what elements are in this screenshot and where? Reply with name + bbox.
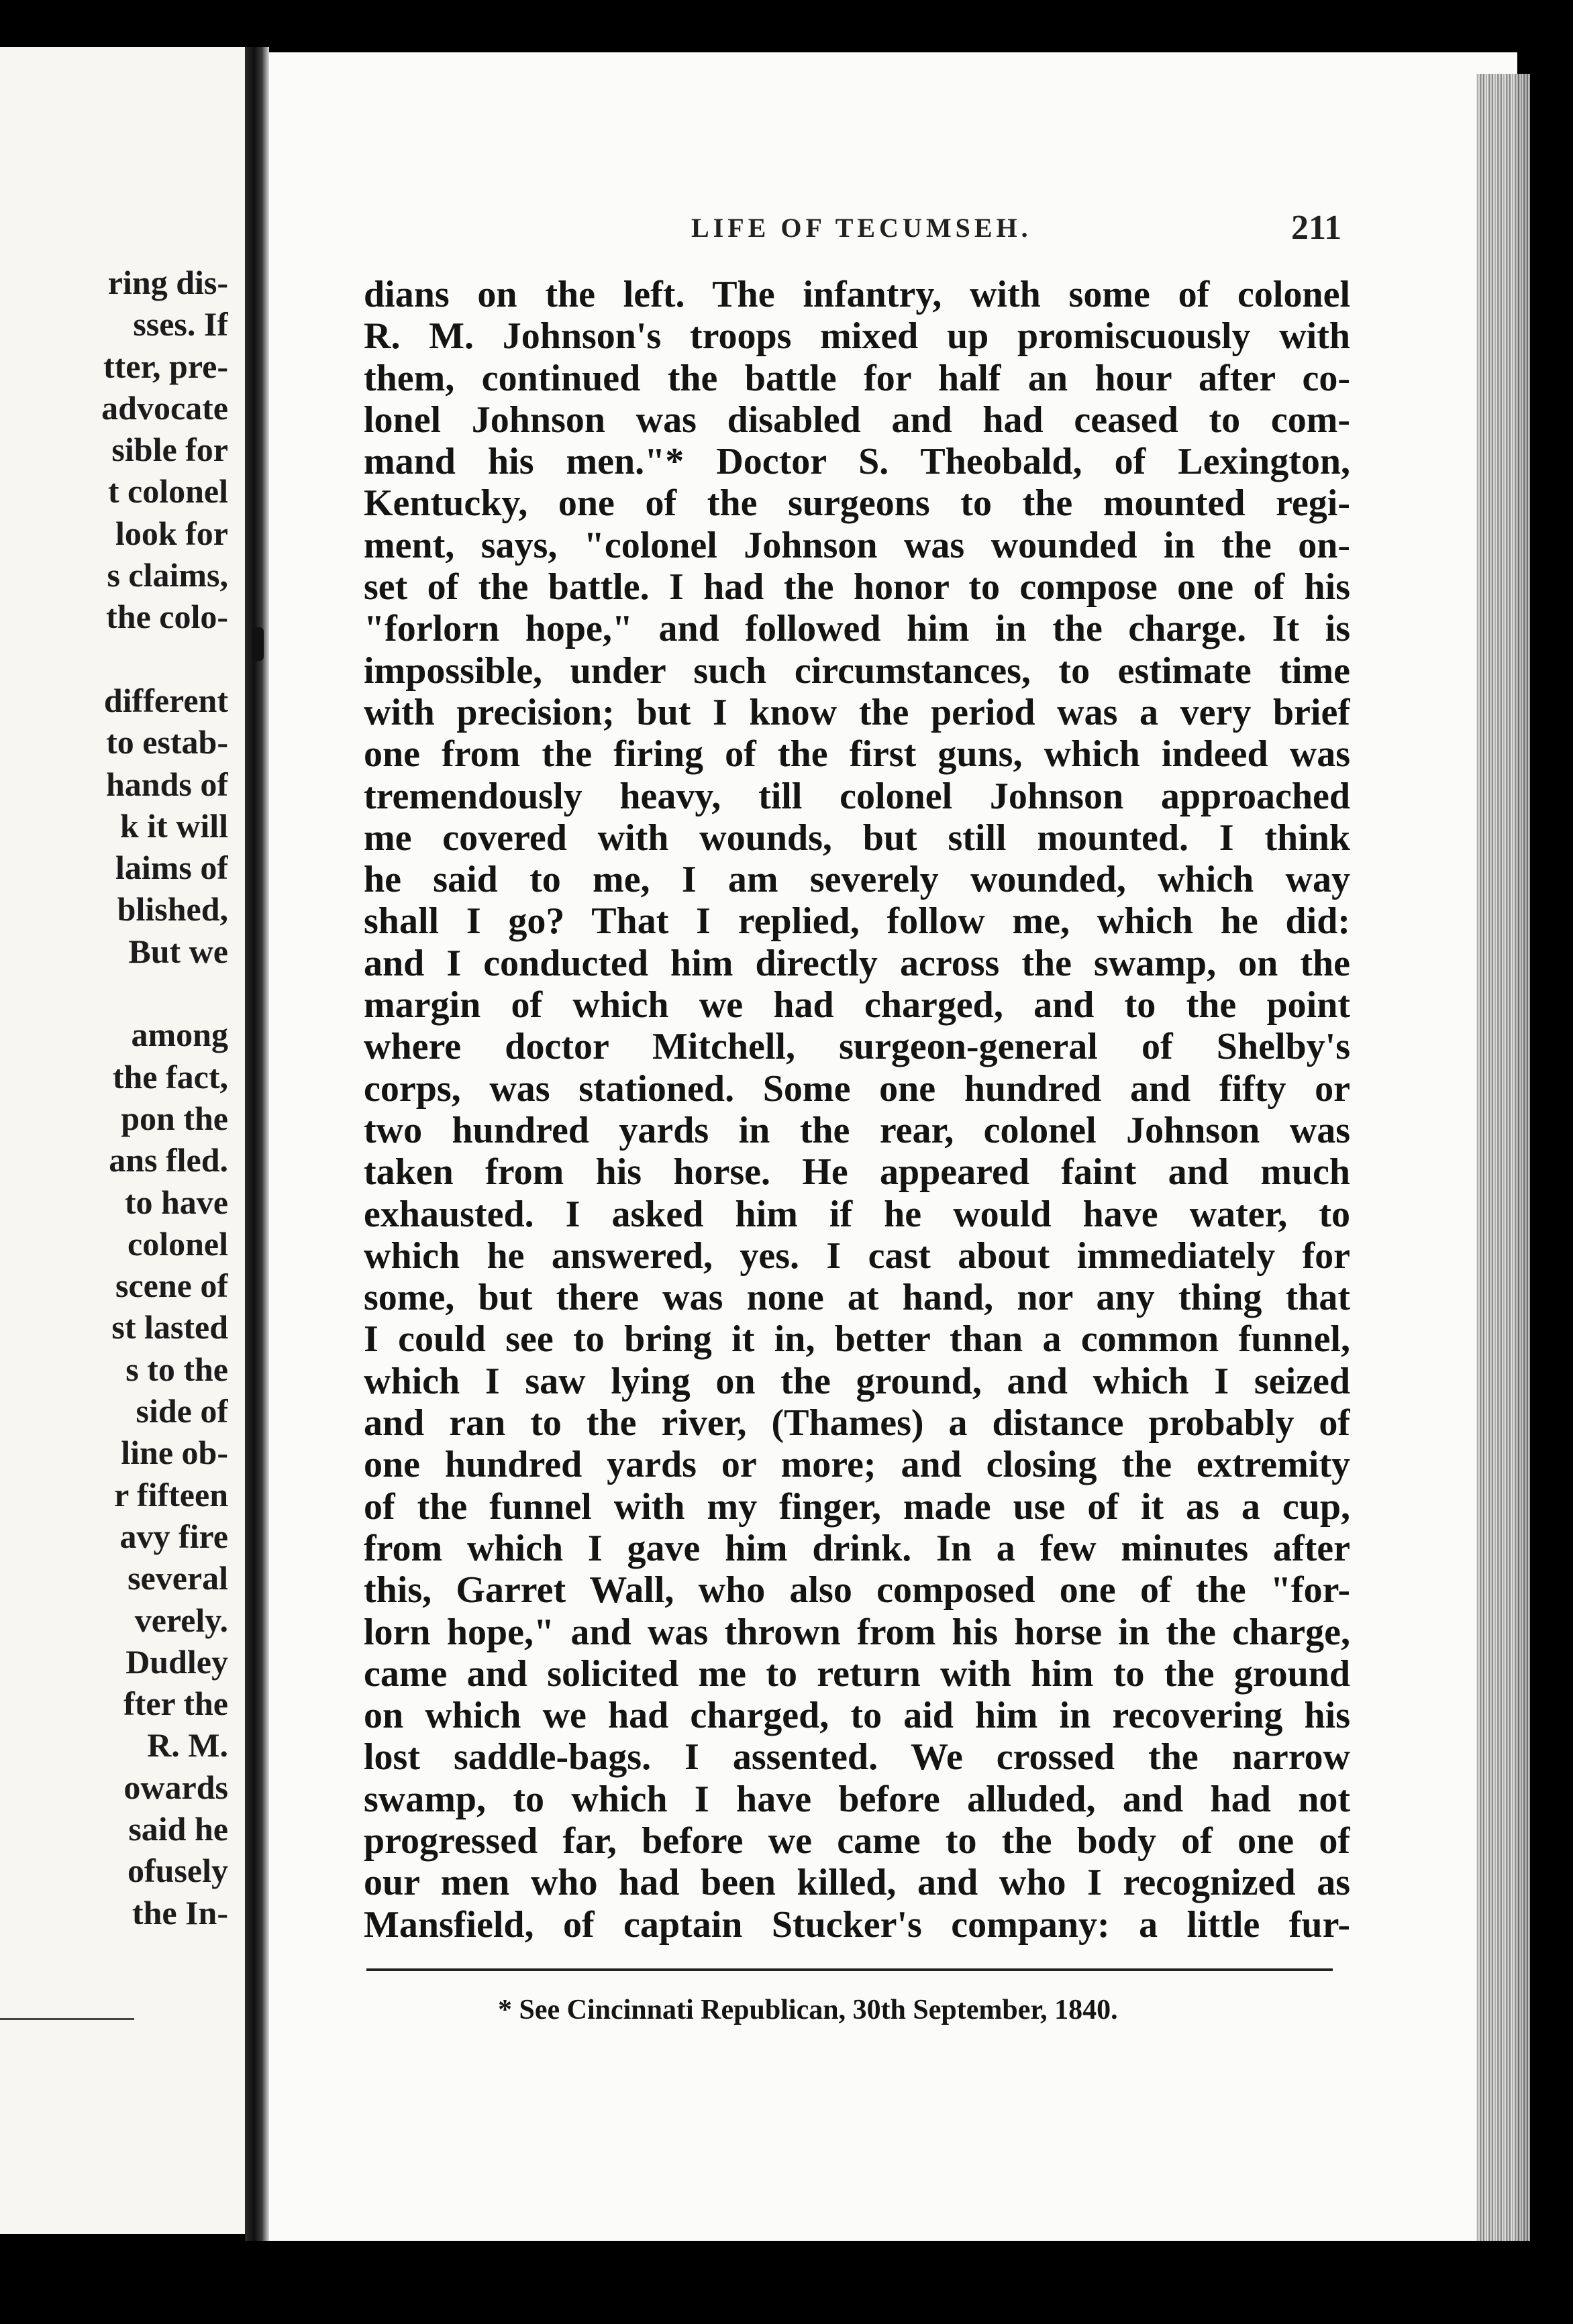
- previous-page-line: different: [103, 681, 228, 719]
- body-line: taken from his horse. He appeared faint and much: [364, 1151, 1350, 1194]
- previous-page-line: to estab-: [106, 723, 228, 761]
- body-line: "forlorn hope," and followed him in the charge. It is: [364, 608, 1350, 650]
- previous-page-line: fter the: [123, 1685, 228, 1723]
- body-line: lonel Johnson was disabled and had ceased to com-: [364, 399, 1350, 441]
- previous-page-line: side of: [136, 1392, 228, 1430]
- body-line: R. M. Johnson's troops mixed up promiscuously with: [364, 315, 1350, 358]
- previous-page-line: sible for: [111, 431, 228, 469]
- previous-page-line: ans fled.: [109, 1141, 228, 1179]
- previous-page-line: R. M.: [147, 1726, 228, 1764]
- previous-page-line: look for: [115, 514, 228, 552]
- body-line: margin of which we had charged, and to the point: [364, 984, 1350, 1026]
- body-line: lorn hope," and was thrown from his horse in the charge,: [364, 1611, 1350, 1653]
- body-text: [364, 274, 1350, 1946]
- body-line: with precision; but I know the period was a very brief: [364, 691, 1350, 733]
- previous-page-line: the fact,: [112, 1057, 228, 1096]
- previous-page-line: line ob-: [121, 1434, 228, 1472]
- body-line: set of the battle. I had the honor to compose one of his: [364, 566, 1350, 609]
- body-line: this, Garret Wall, who also composed one of the "for-: [364, 1569, 1350, 1612]
- previous-page-line: ring dis-: [107, 264, 228, 301]
- body-line: one hundred yards or more; and closing the extremity: [364, 1444, 1350, 1486]
- body-line: exhausted. I asked him if he would have water, to: [364, 1193, 1350, 1235]
- body-line: shall I go? That I replied, follow me, which he did:: [364, 900, 1350, 943]
- page-stack-edge: [1476, 74, 1530, 2241]
- previous-page-line: k it will: [119, 806, 228, 845]
- previous-page-line: s to the: [125, 1350, 228, 1388]
- previous-page-line: tter, pre-: [103, 347, 228, 385]
- previous-page-line: to have: [124, 1183, 228, 1221]
- body-line: came and solicited me to return with him to the ground: [364, 1652, 1350, 1695]
- body-line: he said to me, I am severely wounded, which way: [364, 859, 1350, 901]
- previous-page-line: sses. If: [133, 305, 228, 344]
- gutter-mark: [252, 627, 264, 661]
- body-line: ment, says, "colonel Johnson was wounded in the on-: [364, 524, 1350, 566]
- previous-page-line: pon the: [121, 1099, 228, 1137]
- body-line: I could see to bring it in, better than a common funnel,: [364, 1318, 1350, 1361]
- footnote-rule: [366, 1968, 1333, 1971]
- body-line: some, but there was none at hand, nor any thing that: [364, 1277, 1350, 1319]
- previous-page-line: Dudley: [125, 1642, 228, 1681]
- previous-page-line: among: [131, 1016, 228, 1054]
- body-line: where doctor Mitchell, surgeon-general of Shelby's: [364, 1026, 1350, 1068]
- body-line: Kentucky, one of the surgeons to the mounted regi-: [364, 482, 1350, 525]
- body-line: and ran to the river, (Thames) a distance probably of: [364, 1402, 1350, 1444]
- previous-page-line: verely.: [134, 1601, 228, 1639]
- previous-page-line: blished,: [117, 890, 228, 929]
- previous-page-line: avy fire: [119, 1517, 228, 1555]
- body-line: two hundred yards in the rear, colonel Johnson was: [364, 1109, 1350, 1151]
- body-line: tremendously heavy, till colonel Johnson approached: [364, 775, 1350, 817]
- previous-page-line: the colo-: [106, 598, 228, 636]
- previous-page-line: s claims,: [107, 556, 228, 594]
- body-line: impossible, under such circumstances, to estimate time: [364, 649, 1350, 692]
- body-line: from which I gave him drink. In a few minutes after: [364, 1527, 1350, 1569]
- body-line: of the funnel with my finger, made use of it as a cup,: [364, 1485, 1350, 1528]
- body-line: on which we had charged, to aid him in recovering his: [364, 1695, 1350, 1737]
- body-line: which I saw lying on the ground, and which I seized: [364, 1360, 1350, 1402]
- previous-page-line: colonel: [128, 1224, 228, 1263]
- previous-page-line: But we: [128, 932, 228, 970]
- book-gutter: [245, 47, 269, 2241]
- previous-page-line: ofusely: [128, 1852, 228, 1890]
- footnote: * See Cincinnati Republican, 30th September, 1840.: [498, 1995, 1118, 2025]
- running-head: LIFE OF TECUMSEH.: [691, 213, 1032, 243]
- page-number: 211: [1291, 209, 1342, 247]
- previous-page-line: several: [128, 1559, 228, 1597]
- previous-page-line: said he: [128, 1809, 228, 1848]
- body-line: and I conducted him directly across the swamp, on the: [364, 942, 1350, 984]
- previous-page-line: advocate: [101, 388, 228, 427]
- previous-page-line: t colonel: [107, 472, 228, 511]
- previous-page-line: [0, 638, 228, 680]
- previous-page-line: [0, 972, 228, 1014]
- body-line: them, continued the battle for half an hour after co-: [364, 357, 1350, 399]
- previous-page-footnote-rule: [0, 2018, 134, 2020]
- previous-page-line: scene of: [115, 1267, 228, 1305]
- previous-page-text: [0, 262, 228, 1934]
- previous-page-line: laims of: [115, 849, 228, 887]
- previous-page-line: hands of: [105, 765, 228, 803]
- body-line: progressed far, before we came to the body of one of: [364, 1819, 1350, 1862]
- previous-page-line: st lasted: [111, 1308, 228, 1346]
- body-line: me covered with wounds, but still mounted. I think: [364, 816, 1350, 859]
- body-line: lost saddle-bags. I assented. We crossed the narrow: [364, 1736, 1350, 1779]
- body-line: our men who had been killed, and who I recognized as: [364, 1862, 1350, 1904]
- body-line: one from the firing of the first guns, which indeed was: [364, 733, 1350, 776]
- body-line: mand his men."* Doctor S. Theobald, of Lexington,: [364, 441, 1350, 483]
- previous-page-line: owards: [123, 1768, 228, 1806]
- body-line: swamp, to which I have before alluded, and had not: [364, 1778, 1350, 1820]
- body-line: which he answered, yes. I cast about immediately for: [364, 1234, 1350, 1277]
- previous-page: [0, 47, 245, 2234]
- previous-page-line: the In-: [132, 1893, 228, 1932]
- body-line: Mansfield, of captain Stucker's company: a little fur-: [364, 1903, 1350, 1946]
- body-line: corps, was stationed. Some one hundred and fifty or: [364, 1067, 1350, 1110]
- previous-page-line: r fifteen: [114, 1475, 228, 1514]
- body-line: dians on the left. The infantry, with some of colonel: [364, 274, 1350, 315]
